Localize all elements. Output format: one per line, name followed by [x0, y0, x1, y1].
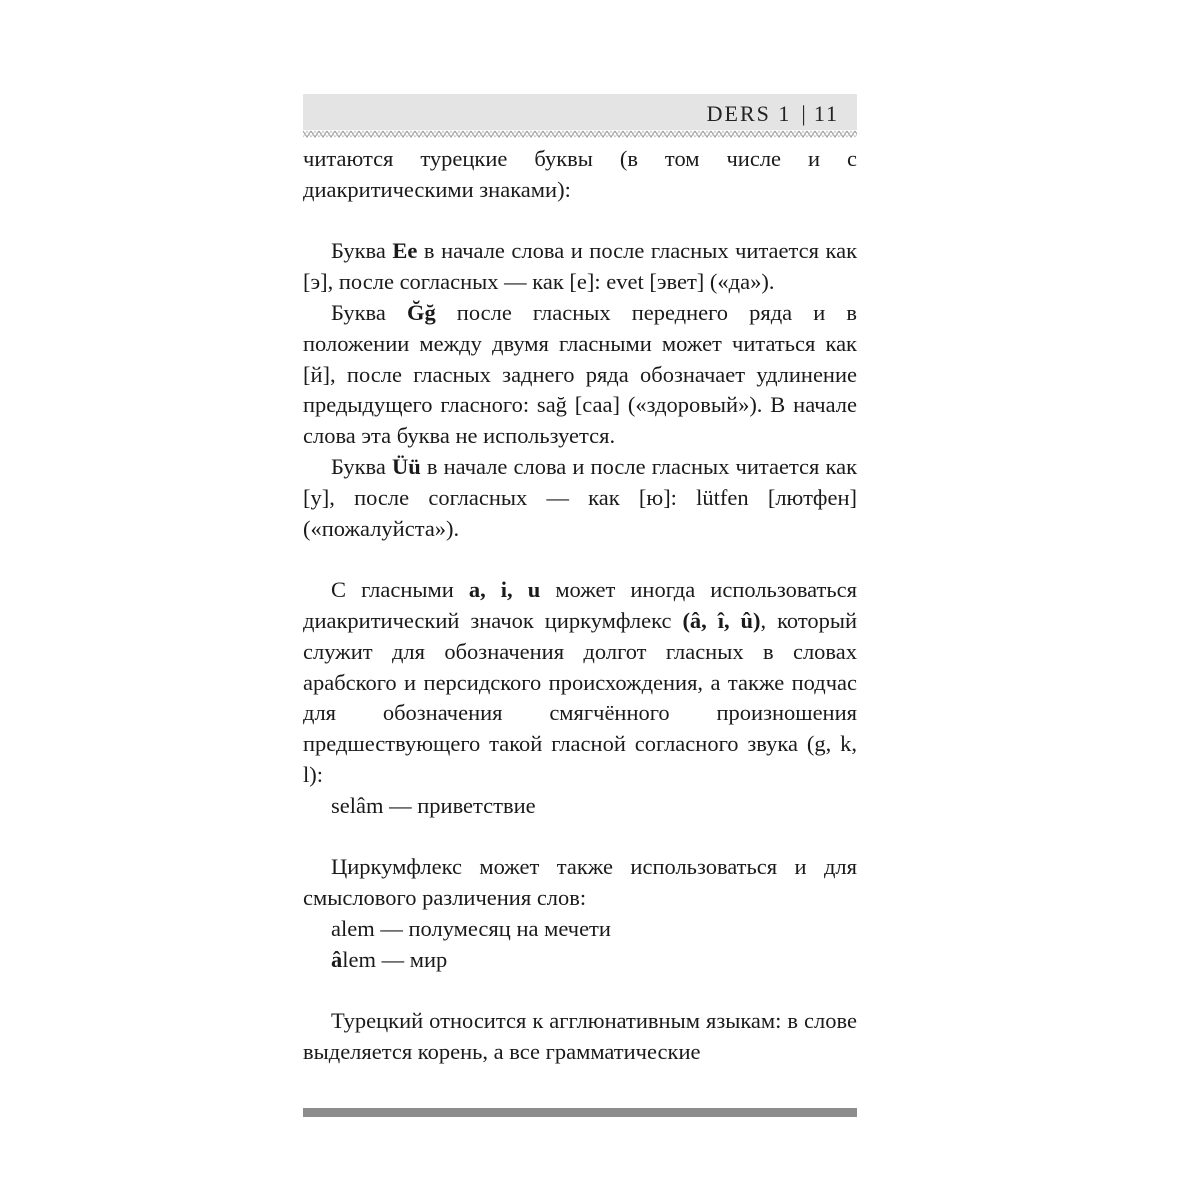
paragraph-letter-e [303, 236, 857, 298]
text-span: в начале слова и после гласных читается как [э], после согласных — как [е]: evet [эвет] («да»). [303, 238, 858, 295]
blank-line [303, 206, 857, 237]
letter-bold: Ğğ [406, 299, 436, 325]
paragraph-meaning-distinction: Циркумфлекс может также использоваться и для смыслового различения слов: [303, 854, 857, 911]
page [303, 94, 857, 1068]
letter-bold: Üü [391, 453, 421, 479]
text-span: Буква [331, 299, 407, 325]
text-span: lem — мир [342, 946, 448, 972]
blank-line [303, 822, 857, 853]
letter-bold: â [331, 946, 343, 972]
example-alem: alem — полумесяц на мечети [331, 915, 611, 941]
vowels-bold: a, i, u [468, 577, 541, 603]
circumflex-vowels-bold: (â, î, û) [682, 607, 761, 633]
bottom-rule [303, 1108, 857, 1117]
section-title: DERS 1 [706, 101, 792, 126]
paragraph-letter-g [303, 298, 857, 452]
body-text [303, 144, 857, 1068]
text-span: после гласных переднего ряда и в положении между двумя гласными может читаться как [й], после гласных заднего ряда обозначает удлинение предыдущего гласного: sağ [саа] («здоровый»). В начале слова эта буква не используется. [303, 299, 857, 449]
text-span: , который служит для обозначения долгот гласных в словах арабского и персидского происхождения, а также подчас для обозначения смягчённого произношения предшествующего такой гласной согласного звука (g, k, l): [303, 607, 858, 787]
paragraph-letter-u [303, 452, 857, 544]
text-span: С гласными [331, 577, 469, 603]
page-number: 11 [813, 101, 839, 126]
header-text [707, 101, 839, 127]
paragraph-circumflex [303, 575, 857, 791]
text-span: может иногда использоваться диакритический значок циркумфлекс [303, 577, 857, 633]
text-span: Буква [331, 453, 392, 479]
text-span: Буква [331, 238, 393, 264]
decorative-zigzag-border [303, 130, 857, 138]
blank-line [303, 544, 857, 575]
header-separator: | [801, 101, 808, 126]
running-header [303, 94, 857, 130]
paragraph-agglutinative: Турецкий относится к агглюнативным языкам: в слове выделяется корень, а все грамматические [303, 1008, 857, 1065]
paragraph-continuation: читаются турецкие буквы (в том числе и с диакритическими знаками): [303, 146, 857, 202]
example-alem-circumflex [303, 945, 857, 976]
letter-bold: Ee [392, 238, 418, 264]
blank-line [303, 976, 857, 1007]
example-selam: selâm — приветствие [331, 792, 536, 818]
text-span: в начале слова и после гласных читается как [у], после согласных — как [ю]: lütfen [лютфен] («пожалуйста»). [303, 453, 858, 541]
